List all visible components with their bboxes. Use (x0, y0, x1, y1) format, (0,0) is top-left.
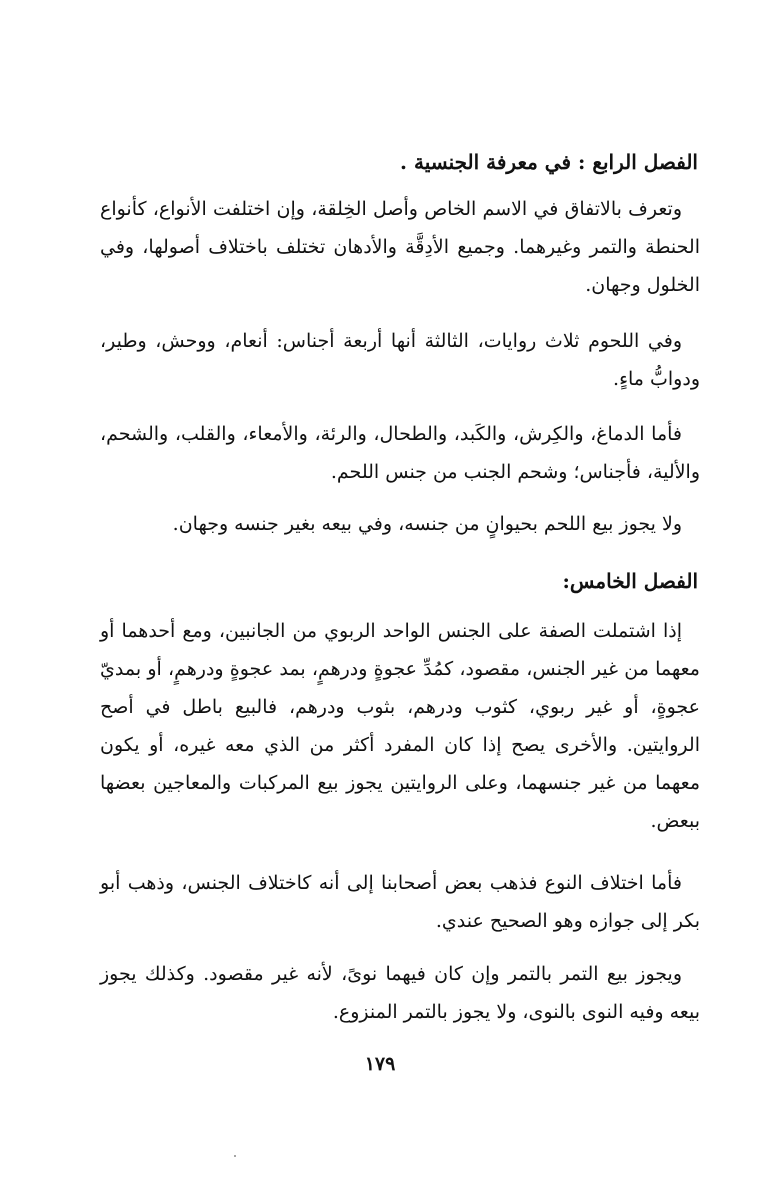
chapter-4-paragraph-1 (100, 190, 700, 304)
paragraph-text: ويجوز بيع التمر بالتمر وإن كان فيهما نوىً، لأنه غير مقصود. وكذلك يجوز بيعه وفيه النوى بالنوى، ولا يجوز بالتمر المنزوع. (100, 963, 700, 1023)
paragraph-text: فأما الدماغ، والكِرش، والكَبد، والطحال، والرئة، والأمعاء، والقلب، والشحم، والألية، فأجناس؛ وشحم الجنب من جنس اللحم. (100, 423, 700, 483)
paragraph-text: وفي اللحوم ثلاث روايات، الثالثة أنها أربعة أجناس: أنعام، ووحش، وطير، ودوابُّ ماءٍ. (100, 330, 700, 390)
chapter-5-paragraph-2 (100, 864, 700, 940)
chapter-4-heading: الفصل الرابع : في معرفة الجنسية . (400, 150, 698, 174)
paragraph-text: وتعرف بالاتفاق في الاسم الخاص وأصل الخِلقة، وإن اختلفت الأنواع، كأنواع الحنطة والتمر وغيرهما. وجميع الأدِقَّة والأدهان تختلف باختلاف أصولها، وفي الخلول وجهان. (100, 198, 700, 296)
chapter-4-paragraph-2 (100, 322, 700, 398)
chapter-4-paragraph-4 (100, 505, 700, 543)
scan-speck (234, 1155, 236, 1157)
page-number: ١٧٩ (364, 1053, 396, 1075)
paragraph-text: إذا اشتملت الصفة على الجنس الواحد الربوي من الجانبين، ومع أحدهما أو معهما من غير الجنس، مقصود، كمُدِّ عجوةٍ ودرهمٍ، بمد عجوةٍ ودرهمٍ، أو بمديّ عجوةٍ، أو غير ربوي، كثوب ودرهم، بثوب ودرهم، فالبيع باطل في أصح الروايتين. والأخرى يصح إذا كان المفرد أكثر من الذي معه غيره، أو يكون معهما من غير جنسهما، وعلى الروايتين يجوز بيع المركبات والمعاجين بعضها ببعض. (100, 620, 700, 832)
chapter-5-paragraph-3 (100, 955, 700, 1031)
paragraph-text: فأما اختلاف النوع فذهب بعض أصحابنا إلى أنه كاختلاف الجنس، وذهب أبو بكر إلى جوازه وهو الصحيح عندي. (100, 872, 700, 932)
chapter-5-paragraph-1 (100, 612, 700, 840)
chapter-5-heading: الفصل الخامس: (562, 569, 698, 593)
chapter-4-paragraph-3 (100, 415, 700, 491)
paragraph-text: ولا يجوز بيع اللحم بحيوانٍ من جنسه، وفي بيعه بغير جنسه وجهان. (172, 513, 682, 535)
